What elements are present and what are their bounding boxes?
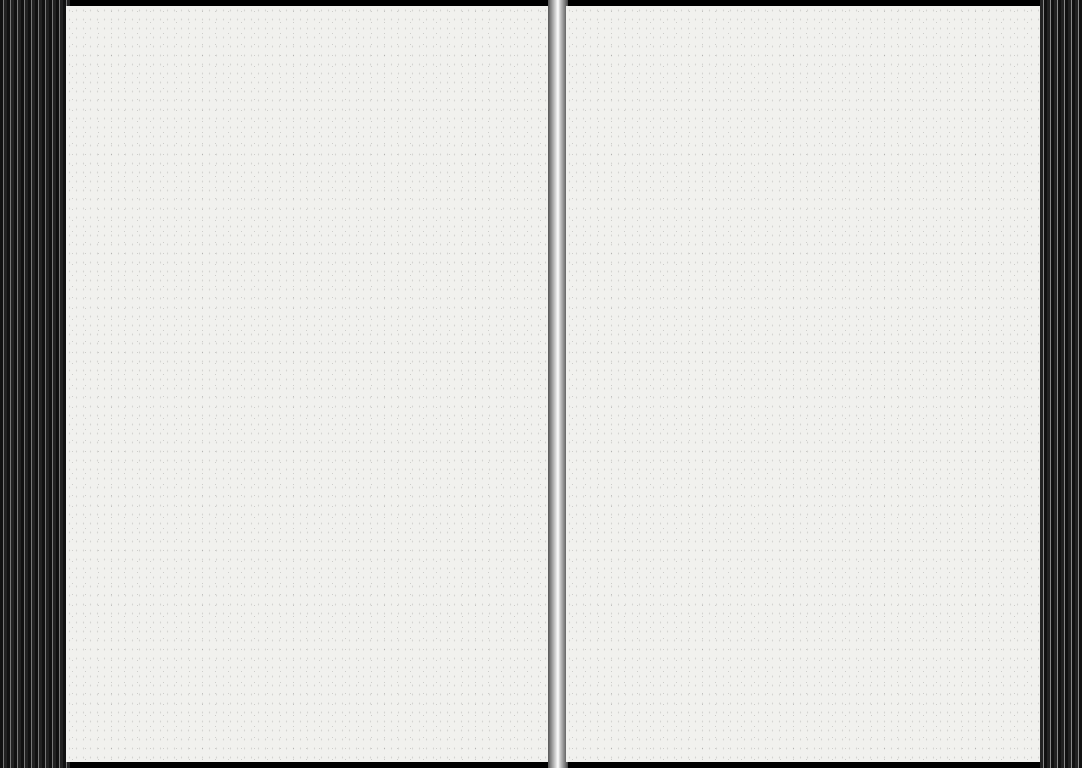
book-gutter [548,0,568,768]
left-page [66,6,556,762]
book-edge-left [0,0,70,768]
book-edge-right [1040,0,1082,768]
right-page [566,6,1040,762]
